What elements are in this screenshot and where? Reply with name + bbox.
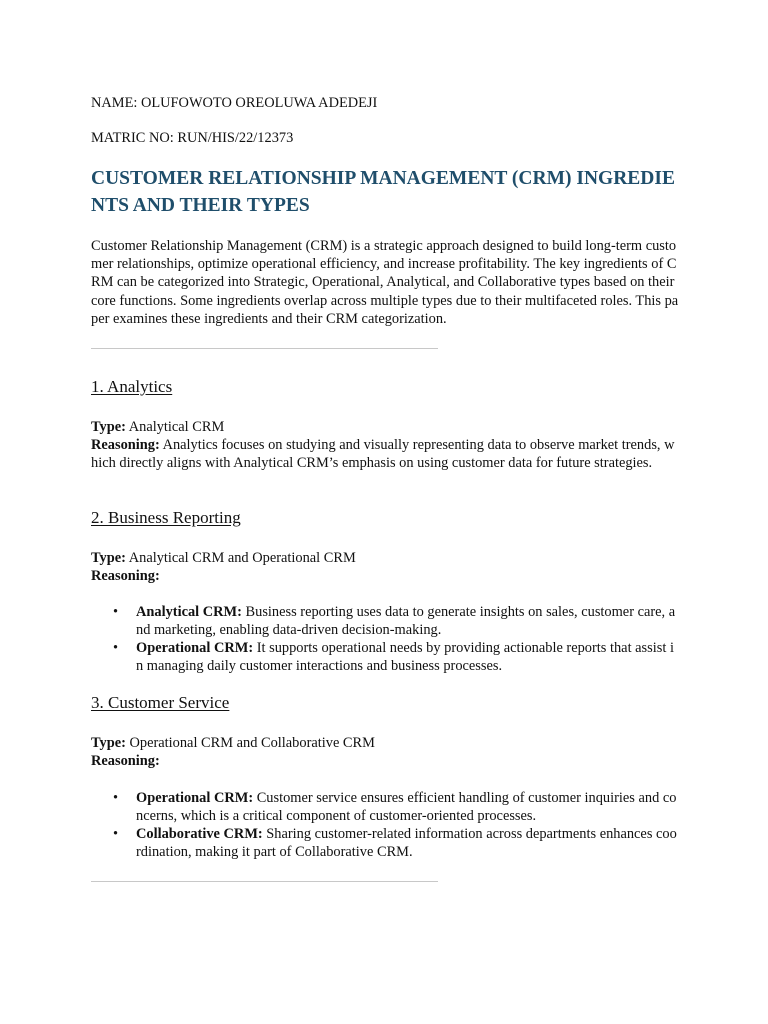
type-line xyxy=(91,734,679,752)
type-line xyxy=(91,549,679,567)
reasoning-text: Analytics focuses on studying and visually representing data to observe market trends, which directly aligns with Analytical CRM’s emphasis on using customer data for future strategies. xyxy=(91,437,675,471)
bullet-text: Business reporting uses data to generate insights on sales, customer care, and marketing, enabling data-driven decision-making. xyxy=(136,604,676,638)
type-line xyxy=(91,418,679,436)
section-business-reporting-body xyxy=(91,549,679,585)
reasoning-line xyxy=(91,752,679,770)
bullet-icon: • xyxy=(113,826,119,842)
intro-paragraph: Customer Relationship Management (CRM) is a strategic approach designed to build long-term customer relationships, optimize operational efficiency, and increase profitability. The key ingredients of CRM can be categorized into Strategic, Operational, Analytical, and Collaborative types based on their core functions. Some ingredients overlap across multiple types due to their multifaceted roles. This paper examines these ingredients and their CRM categorization. xyxy=(91,238,679,327)
type-label: Type: xyxy=(91,735,126,751)
type-value: Analytical CRM and Operational CRM xyxy=(125,550,356,566)
customer-service-list xyxy=(91,789,679,861)
type-label: Type: xyxy=(91,419,126,435)
list-item xyxy=(91,603,679,639)
bullet-label: Operational CRM: xyxy=(136,640,254,656)
divider xyxy=(91,348,438,349)
bullet-label: Operational CRM: xyxy=(136,790,254,806)
section-heading-business-reporting: 2. Business Reporting xyxy=(91,508,241,527)
bullet-icon: • xyxy=(113,604,119,620)
divider xyxy=(91,881,438,882)
bullet-label: Collaborative CRM: xyxy=(136,826,263,842)
reasoning-label: Reasoning: xyxy=(91,753,160,769)
section-heading-analytics: 1. Analytics xyxy=(91,377,173,396)
bullet-label: Analytical CRM: xyxy=(136,604,242,620)
reasoning-label: Reasoning: xyxy=(91,568,160,584)
section-customer-service-body xyxy=(91,734,679,770)
bullet-icon: • xyxy=(113,790,119,806)
reasoning-line xyxy=(91,567,679,585)
list-item xyxy=(91,639,679,675)
reasoning-line xyxy=(91,436,679,472)
list-item xyxy=(91,825,679,861)
bullet-text: It supports operational needs by providing actionable reports that assist in managing daily customer interactions and business processes. xyxy=(136,640,674,674)
student-name: NAME: OLUFOWOTO OREOLUWA ADEDEJI xyxy=(91,95,378,111)
type-value: Operational CRM and Collaborative CRM xyxy=(125,735,375,751)
document-title: CUSTOMER RELATIONSHIP MANAGEMENT (CRM) INGREDIENTS AND THEIR TYPES xyxy=(91,168,675,216)
reasoning-label: Reasoning: xyxy=(91,437,160,453)
type-label: Type: xyxy=(91,550,126,566)
section-analytics-body xyxy=(91,418,679,472)
bullet-icon: • xyxy=(113,640,119,656)
type-value: Analytical CRM xyxy=(125,419,225,435)
section-heading-customer-service: 3. Customer Service xyxy=(91,693,230,712)
list-item xyxy=(91,789,679,825)
matric-number: MATRIC NO: RUN/HIS/22/12373 xyxy=(91,130,294,146)
bullet-text: Sharing customer-related information across departments enhances coordination, making it part of Collaborative CRM. xyxy=(136,826,677,860)
bullet-text: Customer service ensures efficient handling of customer inquiries and concerns, which is a critical component of customer-oriented processes. xyxy=(136,790,677,824)
business-reporting-list xyxy=(91,603,679,675)
